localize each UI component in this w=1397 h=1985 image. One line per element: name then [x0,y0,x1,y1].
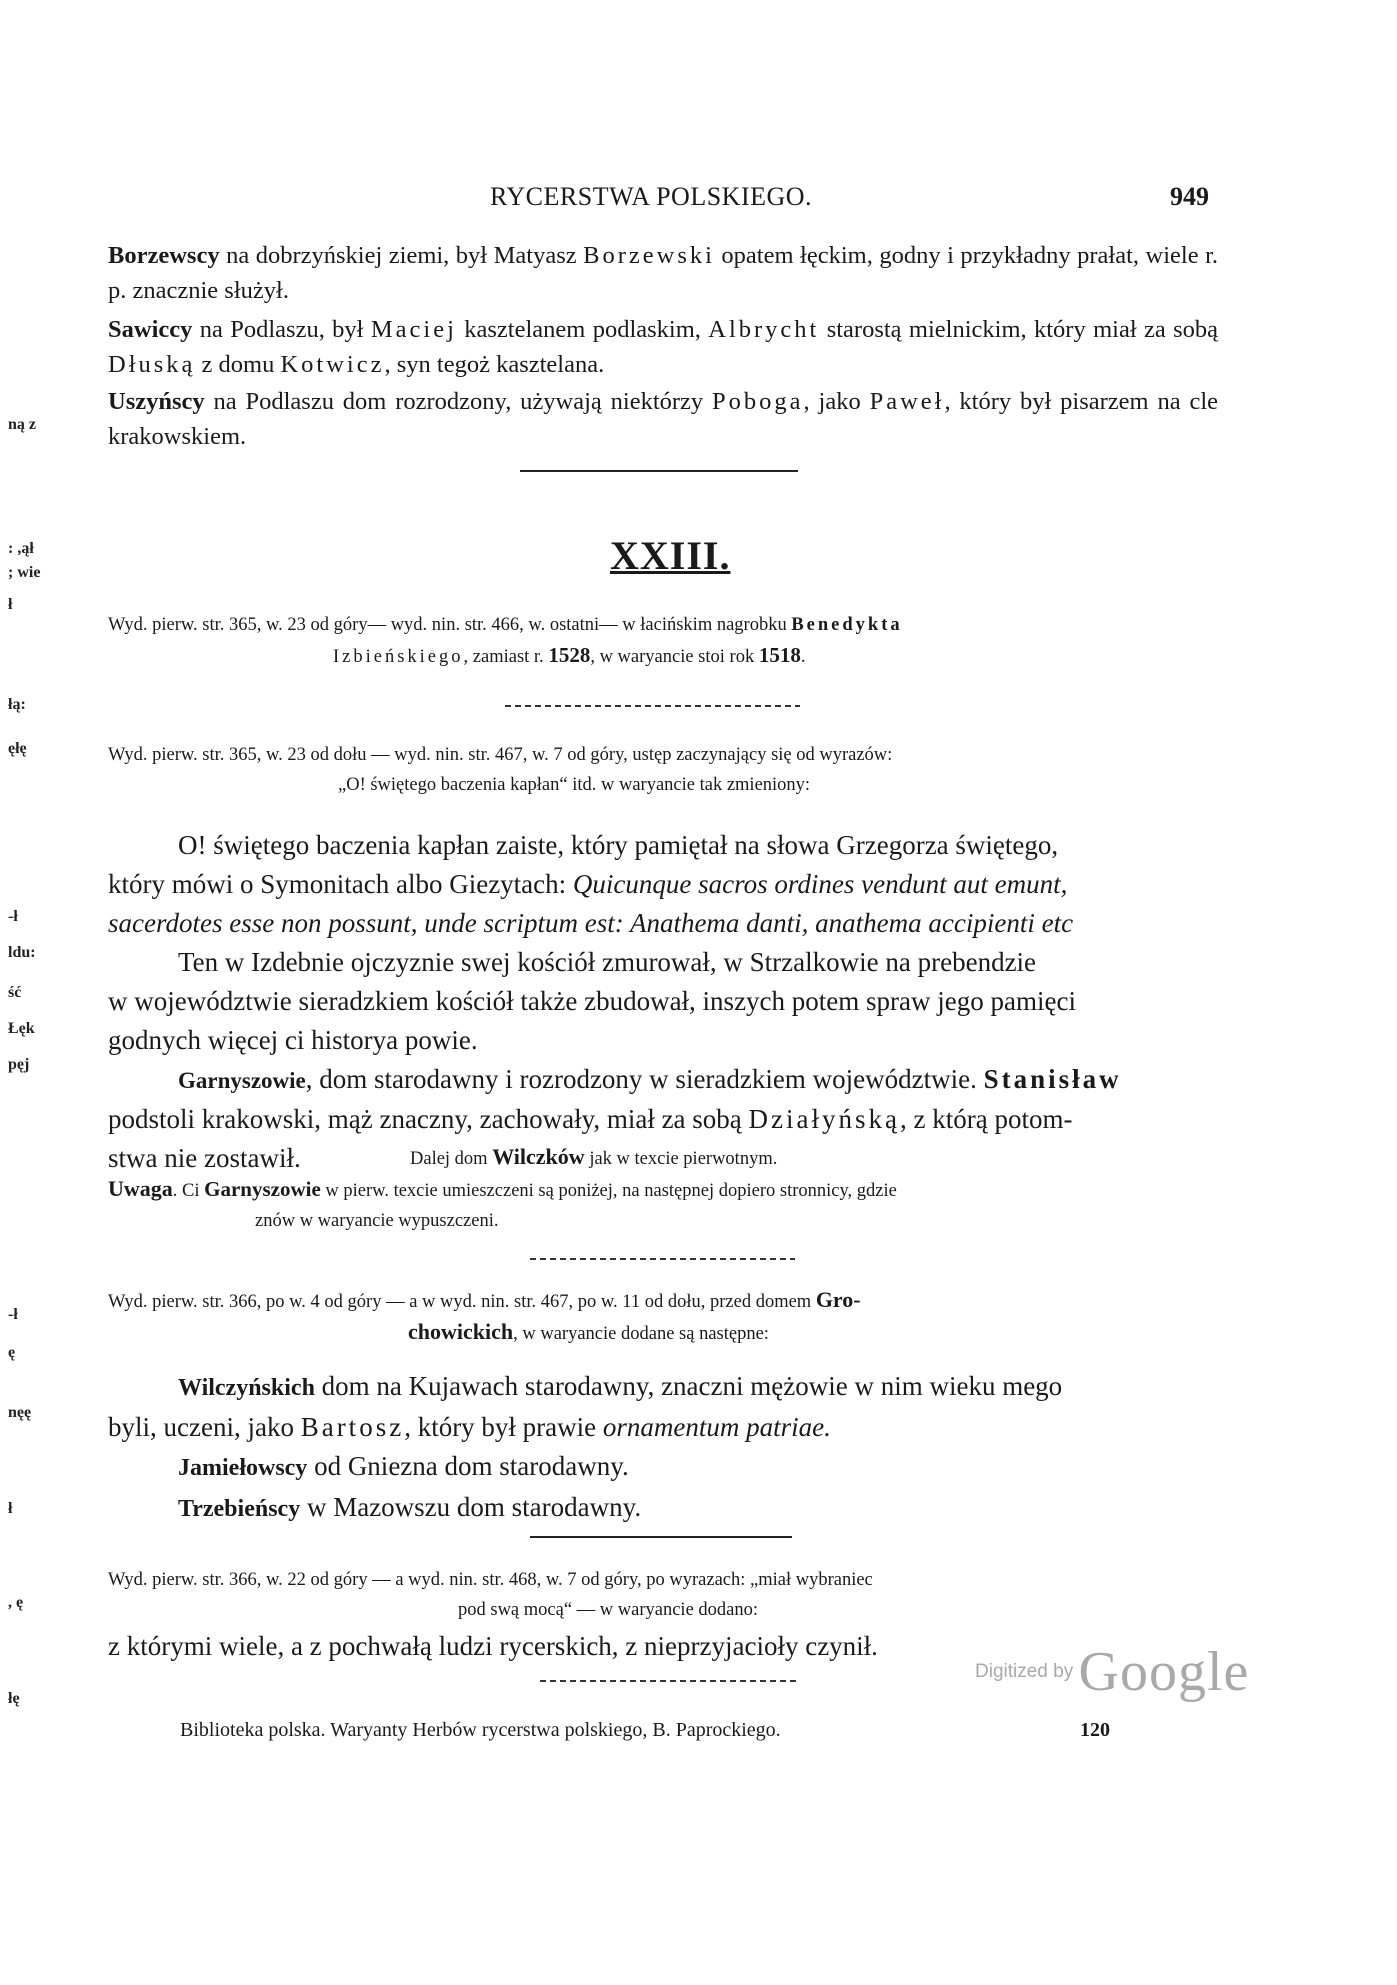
entry-usz [108,384,1218,454]
spaced-name: Izbieńskiego [333,647,464,667]
entry-text: kasztelanem podlaskim, [456,316,709,343]
text-line: Ten w Izdebnie ojczyznie swej kościół zmurował, w Strzalkowie na prebendzie [178,947,1037,977]
entry-text: na Podlaszu, był [192,316,371,343]
entry-text: , który był pisarzem na cle krakowskiem. [108,388,1219,450]
note-text: , w waryancie dodane są następne: [513,1324,769,1344]
entry-name: Sawiccy [108,316,193,343]
margin-fragment: , ę [8,1594,24,1611]
note-text: . [800,647,806,667]
text-line: dom na Kujawach starodawny, znaczni mężowie w nim wieku mego [314,1371,1063,1401]
entry-text: starostą mielnickim, który miał za sobą [819,316,1219,343]
note-text: Wyd. pierw. str. 365, w. 23 od góry— wyd. nin. str. 466, w. ostatni— w łacińskim nagrobku [108,615,792,635]
remark-text: jak w texcie pierwotnym. [584,1149,778,1169]
spaced-name: Pobogа [712,388,804,415]
dashed-rule [505,705,800,707]
text-line: , z którą potom- [900,1104,1073,1134]
entry-name: chowickich [408,1319,514,1344]
spaced-name: Albrycht [708,316,820,343]
added-entries [108,1367,1218,1529]
uwaga-label: Uwaga [108,1176,173,1201]
entry-borzewscy [108,238,1218,308]
text-line: który mówi o Symonitach albo Giezytach: [108,869,573,899]
variant-text [108,826,1218,1178]
latin-quote: Quicunque sacros ordines vendunt aut emunt, [572,869,1068,899]
margin-fragment: łę [8,1690,20,1707]
footer-imprint: Biblioteka polska. Waryanty Herbów rycerstwa polskiego, B. Paprockiego. [180,1719,781,1741]
chapter-heading: XXIII. [610,533,731,578]
remark-uwaga [108,1174,1218,1236]
year-new: 1518 [758,643,801,667]
section-rule [520,470,798,472]
entry-name: Wilczków [492,1144,585,1169]
entry-name: Trzebieńscy [178,1496,301,1522]
margin-fragment: ść [8,984,22,1001]
text-line: , który był prawie [404,1412,603,1442]
entry-sawiccy [108,312,1218,382]
spaced-name: Paweł [869,388,945,415]
entry-name: Garnyszowie [204,1177,321,1201]
margin-fragment: pęj [8,1056,30,1073]
running-head: RYCERSTWA POLSKIEGO. [490,182,813,211]
remark-text: . Ci [172,1181,205,1201]
text-line: od Gniezna dom starodawny. [307,1451,629,1481]
remark-text: w pierw. texcie umieszczeni są poniżej, na następnej dopiero stronnicy, gdzie [320,1181,897,1201]
margin-fragment: -ł [8,1306,18,1323]
footer-sheet-number: 120 [1080,1719,1110,1741]
entry-text: na Podlaszu dom rozrodzony, używają niektórzy [204,388,713,415]
spaced-name: Działyńską [748,1104,900,1134]
entry-text: opatem łęckim, godny i przykładny prałat, wiele r. p. znacznie służył. [108,242,1219,304]
text-line: podstoli krakowski, mąż znaczny, zachowały, miał za sobą [108,1104,749,1134]
text-line: , dom starodawny i rozrodzony w sieradzkiem województwie. [305,1064,984,1094]
editorial-note-3 [108,1285,1218,1349]
margin-fragment: ę [8,1344,16,1361]
text-line: z którymi wiele, a z pochwałą ludzi rycerskich, z nieprzyjacioły czynił. [108,1631,878,1661]
year-old: 1528 [548,643,591,667]
margin-fragment: nęę [8,1404,32,1421]
margin-fragment: ł [8,596,13,613]
margin-fragment: : ,ął [8,540,34,557]
entry-text: na dobrzyńskiej ziemi, był Matyasz [219,242,584,269]
page-number: 949 [1170,182,1209,211]
text-line: byli, uczeni, jako [108,1412,301,1442]
entry-name: Jamiełowscy [178,1455,308,1481]
entry-name: Wilczyńskich [178,1375,315,1401]
spaced-name: Kotwicz [280,351,385,378]
editorial-note-4 [108,1565,1218,1625]
watermark-small: Digitized by [975,1661,1079,1682]
entry-text: , syn tegoż kasztelana. [384,351,605,378]
margin-fragment: Łęk [8,1020,35,1037]
margin-fragment: -ł [8,908,18,925]
remark-text: Dalej dom [410,1149,493,1169]
margin-fragment: ldu: [8,944,36,961]
entry-name: Borzewscy [108,242,220,269]
margin-fragment: ną z [8,416,36,433]
margin-fragment: ęłę [8,740,27,757]
spaced-name: Benedykta [791,615,903,635]
entry-text: z domu [195,351,281,378]
dashed-rule [530,1258,795,1260]
digitized-watermark [975,1640,1249,1704]
editorial-note-1 [108,610,1218,672]
spaced-name: Bartosz [300,1412,405,1442]
entry-text: , jako [803,388,870,415]
text-line: stwa nie zostawił. [108,1143,301,1173]
note-line: pod swą mocą“ — w waryancie dodano: [458,1600,759,1620]
margin-fragment: ; wie [8,564,41,581]
note-line: „O! świętego baczenia kapłan“ itd. w waryancie tak zmieniony: [338,775,811,795]
note-line: Wyd. pierw. str. 366, w. 22 od góry — a wyd. nin. str. 468, w. 7 od góry, po wyrazach: „miał wybraniec [108,1570,873,1590]
text-line: godnych więcej ci historya powie. [108,1025,478,1055]
latin-quote: ornamentum patriae. [602,1412,831,1442]
spaced-name: Stanisław [983,1064,1122,1094]
entry-name: Uszyńscy [108,388,205,415]
margin-fragment: łą: [8,696,26,713]
editorial-note-2 [108,740,1218,800]
remark-dalej [410,1142,777,1174]
dashed-rule [540,1680,800,1682]
text-line: w województwie sieradzkiem kościół także zbudował, inszych potem spraw jego pamięci [108,986,1076,1016]
spaced-name: Dłuską [108,351,196,378]
note-line: Wyd. pierw. str. 365, w. 23 od dołu — wyd. nin. str. 467, w. 7 od góry, ustęp zaczynający się od wyrazów: [108,745,893,765]
remark-text: znów w waryancie wypuszczeni. [255,1211,499,1231]
entry-name: Gro- [815,1287,861,1312]
margin-fragment: ł [8,1500,13,1517]
text-line: w Mazowszu dom starodawny. [300,1492,642,1522]
watermark-logo: Google [1078,1641,1250,1703]
latin-quote: sacerdotes esse non possunt, unde scriptum est: Anathema danti, anathema accipienti etc [108,908,1074,938]
note-text: Wyd. pierw. str. 366, po w. 4 od góry — a w wyd. nin. str. 467, po w. 11 od dołu, przed domem [108,1292,816,1312]
section-rule [530,1536,792,1538]
entry-name: Garnyszowie [178,1068,306,1093]
text-line: O! świętego baczenia kapłan zaiste, który pamiętał na słowa Grzegorza świętego, [178,830,1059,860]
note-text: , w waryancie stoi rok [590,647,759,667]
spaced-name: Maciej [370,316,457,343]
spaced-name: Borzewski [583,242,715,269]
note-text: , zamiast r. [463,647,549,667]
